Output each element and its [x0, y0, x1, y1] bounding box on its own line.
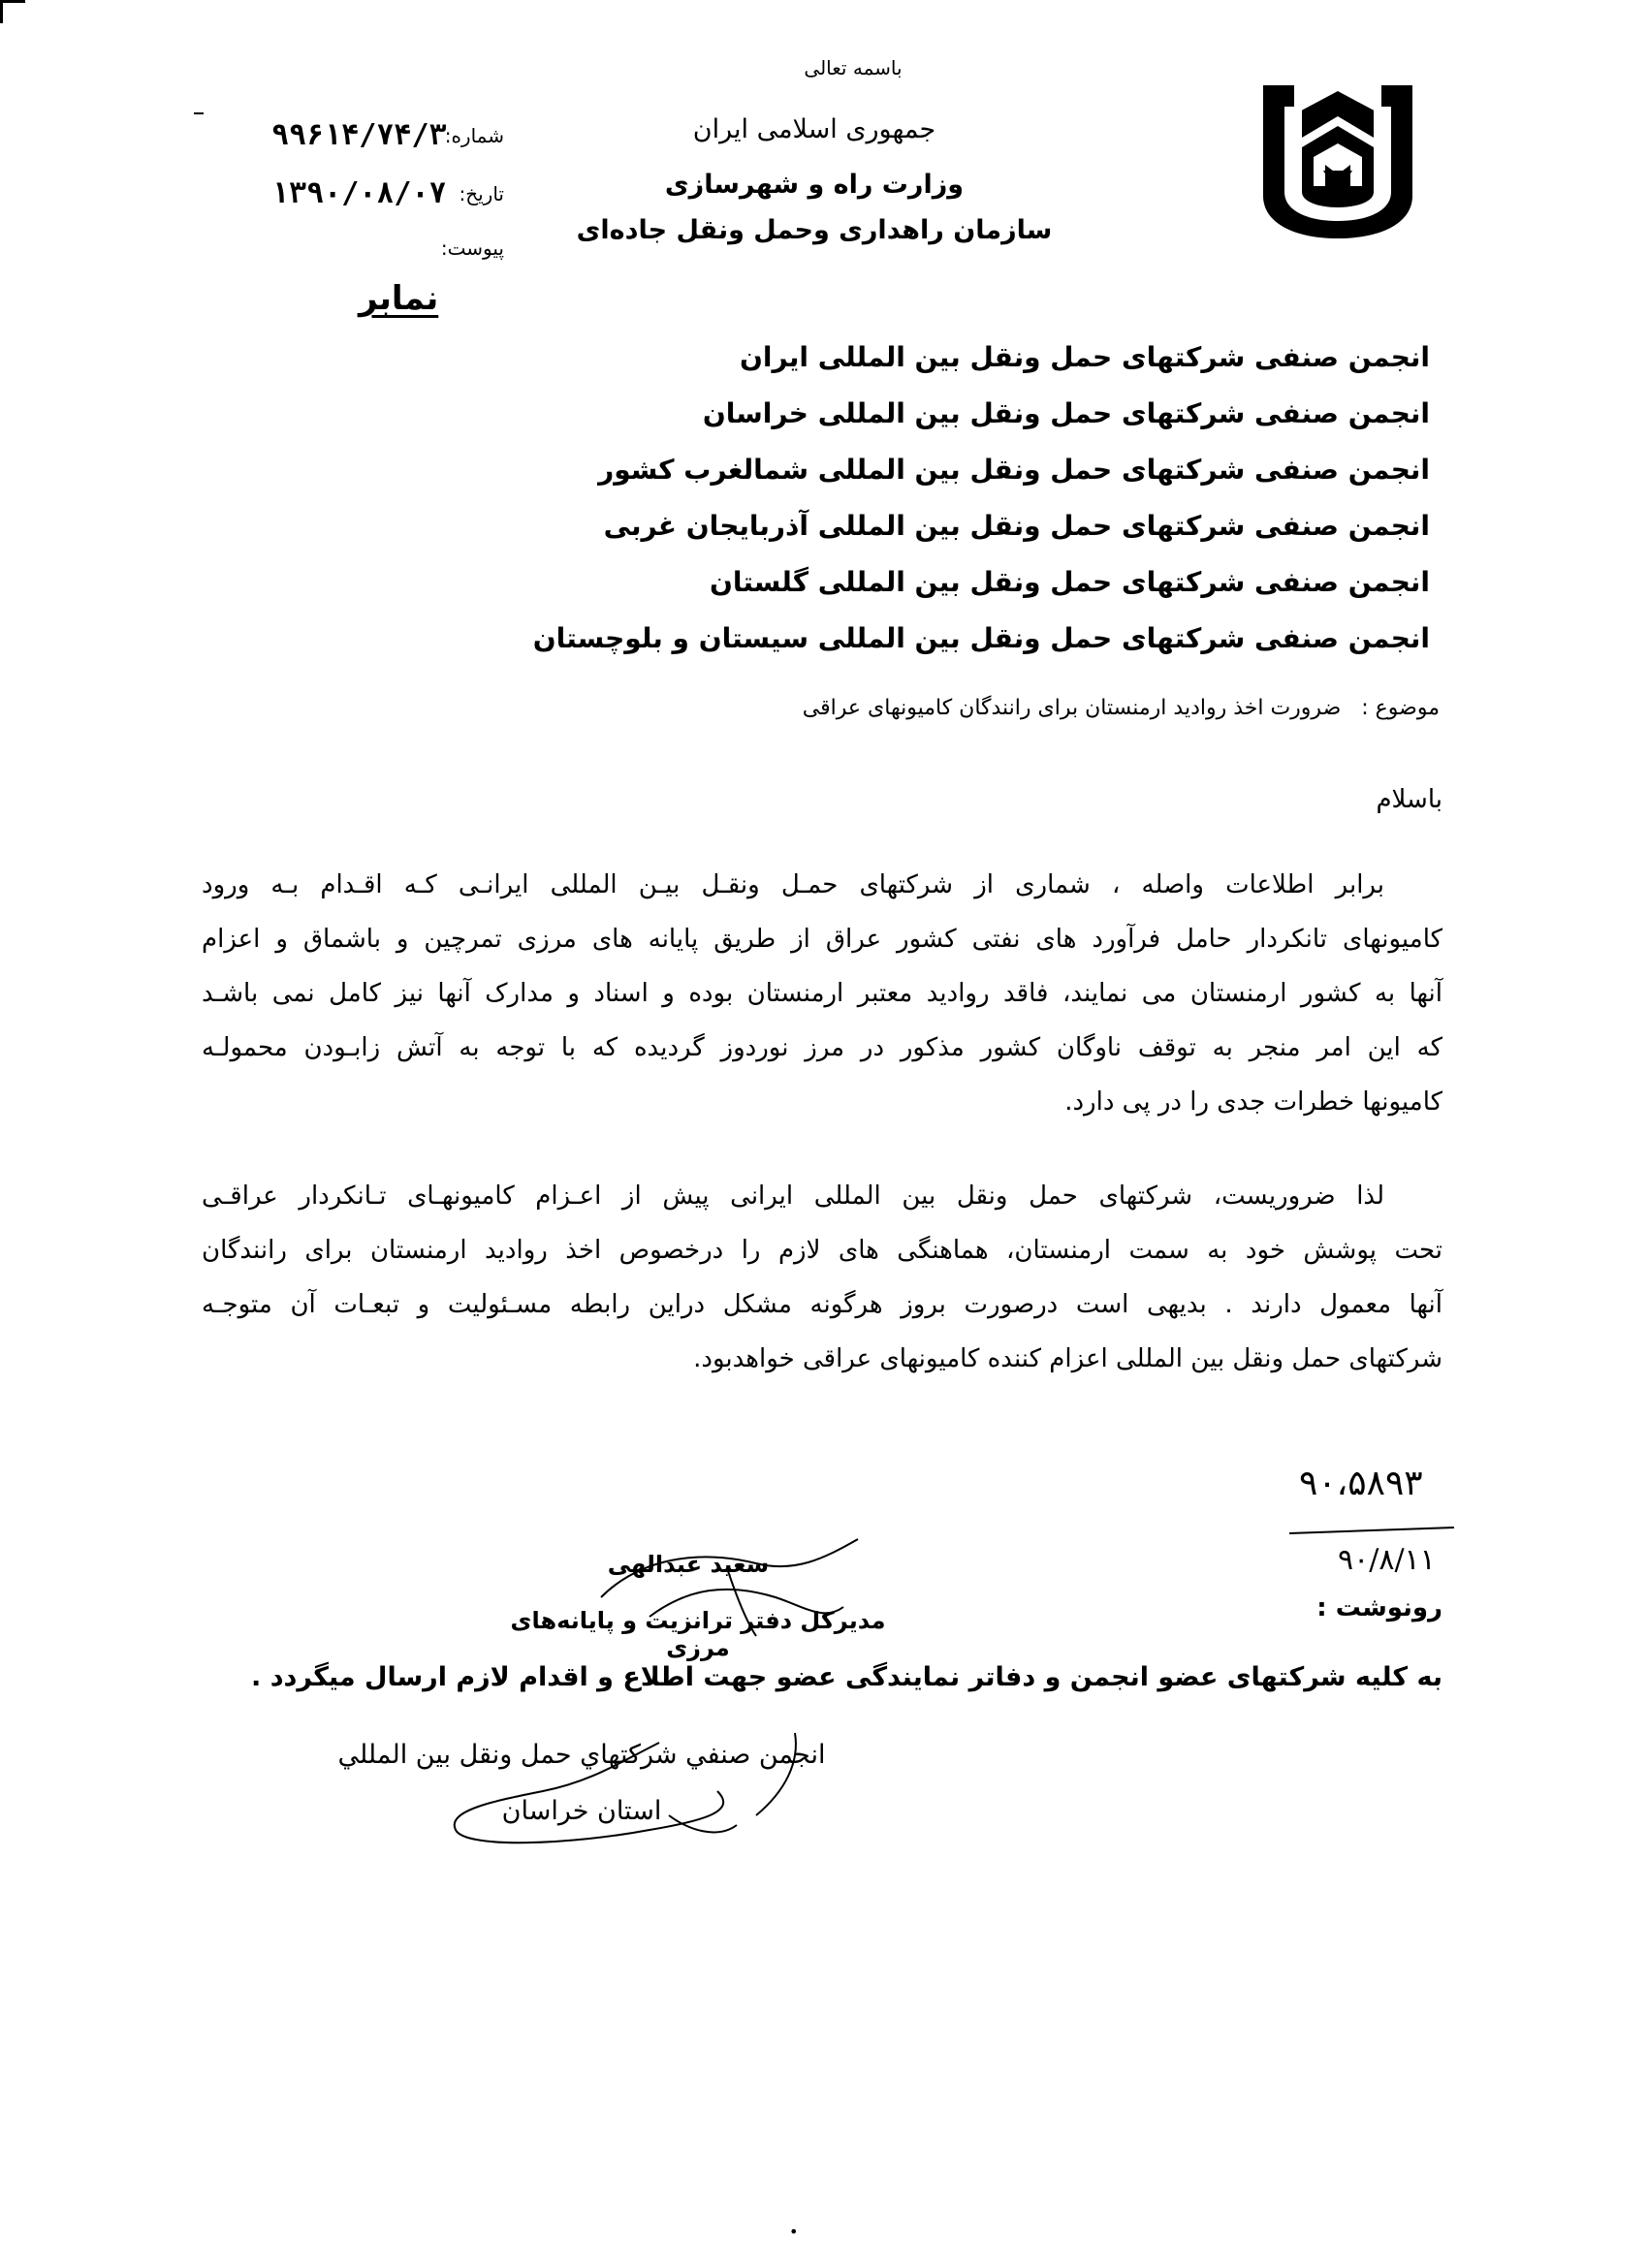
paragraph-line: کامیونهای تانکردار حامل فرآورد های نفتی کشور عراق از طریق پایانه های مرزی تمرچین و باشماق و اعزام: [202, 925, 1442, 954]
association-stamp-line-2: استان خراسان: [501, 1796, 662, 1826]
attachment-label: پیوست:: [440, 236, 504, 260]
fax-label: نمابر: [359, 279, 439, 318]
signatory-title: مدیرکل دفتر ترانزیت و پایانه‌های مرزی: [510, 1607, 886, 1661]
scan-dot: •: [789, 2222, 799, 2241]
subject-text: ضرورت اخذ روادید ارمنستان برای رانندگان کامیونهای عراقی: [802, 696, 1342, 720]
bismillah: باسمه تعالی: [804, 56, 903, 79]
association-stamp-line-1: انجمن صنفي شركتهاي حمل ونقل بين المللي: [337, 1740, 826, 1770]
letter-number-label: شماره:: [444, 124, 504, 147]
recipient-item: انجمن صنفی شرکتهای حمل ونقل بین المللی سیستان و بلوچستان: [532, 622, 1430, 654]
ref-underline: [1289, 1527, 1454, 1534]
letter-date-row: [252, 176, 504, 215]
letter-number-row: [252, 118, 504, 157]
paragraph-line: که این امر منجر به توقف ناوگان کشور مذکور در مرز نوردوز گردیده که با توجه به آتش زابـودن محمولـه: [202, 1033, 1442, 1062]
handwritten-ref-number: ۹۰،۵۸۹۳: [1299, 1464, 1423, 1503]
recipient-list: [267, 330, 1430, 667]
paragraph-line: آنها به کشور ارمنستان می نمایند، فاقد روادید معتبر ارمنستان بوده و اسناد و مدارک آنها نیز کامل نمی باشـد: [202, 979, 1442, 1008]
ministry-name: وزارت راه و شهرسازی: [664, 170, 965, 200]
copy-note: به کلیه شرکتهای عضو انجمن و دفاتر نمایندگی عضو جهت اطلاع و اقدام لازم ارسال میگردد .: [251, 1662, 1442, 1692]
recipient-item: انجمن صنفی شرکتهای حمل ونقل بین المللی گلستان: [709, 566, 1430, 598]
signatory-name: سعید عبدالهی: [607, 1551, 770, 1578]
body-paragraph-2: [202, 1169, 1442, 1386]
recipient-item: انجمن صنفی شرکتهای حمل ونقل بین المللی خراسان: [702, 397, 1430, 429]
paragraph-line: شرکتهای حمل ونقل بین المللی اعزام کننده کامیونهای عراقی خواهدبود.: [693, 1344, 1442, 1373]
recipient-item: انجمن صنفی شرکتهای حمل ونقل بین المللی آذربایجان غربی: [603, 510, 1430, 542]
letter-date-value: ۱۳۹۰/۰۸/۰۷: [271, 176, 447, 210]
scan-border-top: [0, 0, 25, 3]
scan-border-left: [0, 0, 3, 23]
recipient-item: انجمن صنفی شرکتهای حمل ونقل بین المللی شمالغرب کشور: [598, 454, 1430, 486]
paragraph-line: برابر اطلاعات واصله ، شماری از شرکتهای حمـل ونقـل بیـن المللی ایرانـی کـه اقـدام بـه ورود: [202, 870, 1384, 899]
handwritten-ref-date: ۹۰/۸/۱۱: [1338, 1543, 1436, 1577]
paragraph-line: آنها معمول دارند . بدیهی است درصورت بروز هرگونه مشکل دراین رابطه مسـئولیت و تبعـات آن متوجـه: [202, 1290, 1442, 1319]
paragraph-line: کامیونها خطرات جدی را در پی دارد.: [1064, 1087, 1442, 1117]
subject-line: [276, 696, 1440, 720]
scan-mark: [194, 112, 204, 114]
paragraph-line: لذا ضروریست، شرکتهای حمل ونقل بین المللی ایرانی پیش از اعـزام کامیونهـای تـانکردار عراقـی: [202, 1181, 1384, 1211]
letter-date-label: تاریخ:: [459, 182, 504, 205]
copy-label: رونوشت :: [1316, 1593, 1442, 1622]
organization-name: سازمان راهداری وحمل ونقل جاده‌ای: [576, 215, 1053, 245]
subject-label: موضوع :: [1361, 696, 1440, 720]
body-paragraph-1: [202, 858, 1442, 1129]
salutation: باسلام: [1376, 785, 1442, 814]
letter-number-value: ۹۹۶۱۴/۷۴/۳: [271, 118, 447, 152]
country-name: جمهوری اسلامی ایران: [692, 114, 936, 144]
attachment-row: [252, 231, 504, 269]
road-organization-logo-icon: [1255, 78, 1420, 244]
recipient-item: انجمن صنفی شرکتهای حمل ونقل بین المللی ایران: [739, 341, 1430, 373]
paragraph-line: تحت پوشش خود به سمت ارمنستان، هماهنگی های لازم را درخصوص اخذ روادید ارمنستان برای رانندگان: [202, 1236, 1442, 1265]
